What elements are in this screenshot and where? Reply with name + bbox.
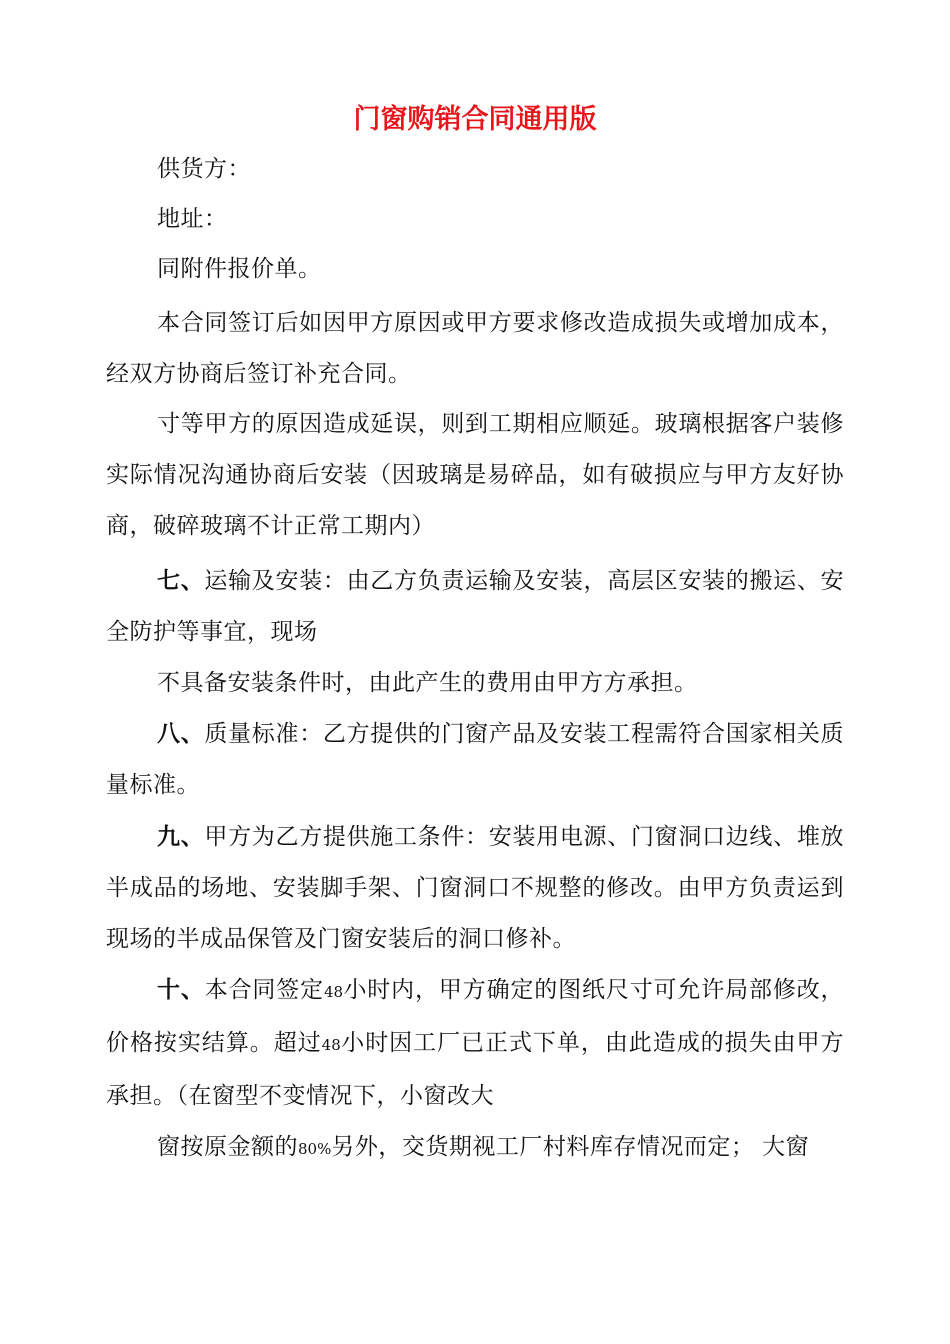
section-10 — [106, 965, 844, 1122]
section-10-text-1: 本合同签定 — [204, 977, 324, 1003]
section-9 — [106, 812, 844, 965]
supplier-line: 供货方： — [157, 156, 251, 182]
section-7-text: 运输及安装：由乙方负责运输及安装，高层区安装的搬运、安全防护等事宜，现场 — [106, 568, 845, 645]
section-7 — [106, 556, 844, 658]
paragraph-delay: 寸等甲方的原因造成延误，则到工期相应顺延。玻璃根据客户装修实际情况沟通协商后安装（因玻璃是易碎品，如有破损应与甲方友好协商，破碎玻璃不计正常工期内） — [106, 411, 844, 539]
document-title: 门窗购销合同通用版 — [353, 104, 597, 135]
section-10-cont-text-2: 另外，交货期视工厂村料库存情况而定； 大窗 — [331, 1134, 810, 1160]
section-9-number: 九、 — [157, 824, 205, 850]
paragraph-modification: 本合同签订后如因甲方原因或甲方要求修改造成损失或增加成本，经双方协商后签订补充合同。 — [106, 310, 844, 387]
section-10-continued — [106, 1122, 844, 1175]
section-7-continued: 不具备安装条件时，由此产生的费用由甲方方承担。 — [157, 670, 698, 696]
section-7-number: 七、 — [157, 568, 205, 594]
section-8-text: 质量标准：乙方提供的门窗产品及安装工程需符合国家相关质量标准。 — [106, 721, 845, 798]
section-10-text-2: 小时内，甲方确定的图纸尺寸可允许局部修改，价格按实结算。超过 — [106, 977, 845, 1056]
section-10-cont-percent: 80% — [298, 1140, 332, 1158]
address-line: 地址： — [157, 206, 228, 232]
attachment-line: 同附件报价单。 — [157, 256, 322, 282]
section-10-hours-1: 48 — [324, 983, 344, 1001]
section-10-text-3: 小时因工厂已正式下单，由此造成的损失由甲方承担。（在窗型不变情况下，小窗改大 — [106, 1030, 845, 1109]
section-9-text: 甲方为乙方提供施工条件：安装用电源、门窗洞口边线、堆放半成品的场地、安装脚手架、门窗洞口不规整的修改。由甲方负责运到现场的半成品保管及门窗安装后的洞口修补。 — [106, 824, 845, 952]
section-10-cont-text-1: 窗按原金额的 — [157, 1134, 298, 1160]
section-10-number: 十、 — [157, 977, 205, 1003]
section-10-hours-2: 48 — [321, 1036, 341, 1054]
section-8 — [106, 709, 844, 811]
section-8-number: 八、 — [157, 721, 205, 747]
